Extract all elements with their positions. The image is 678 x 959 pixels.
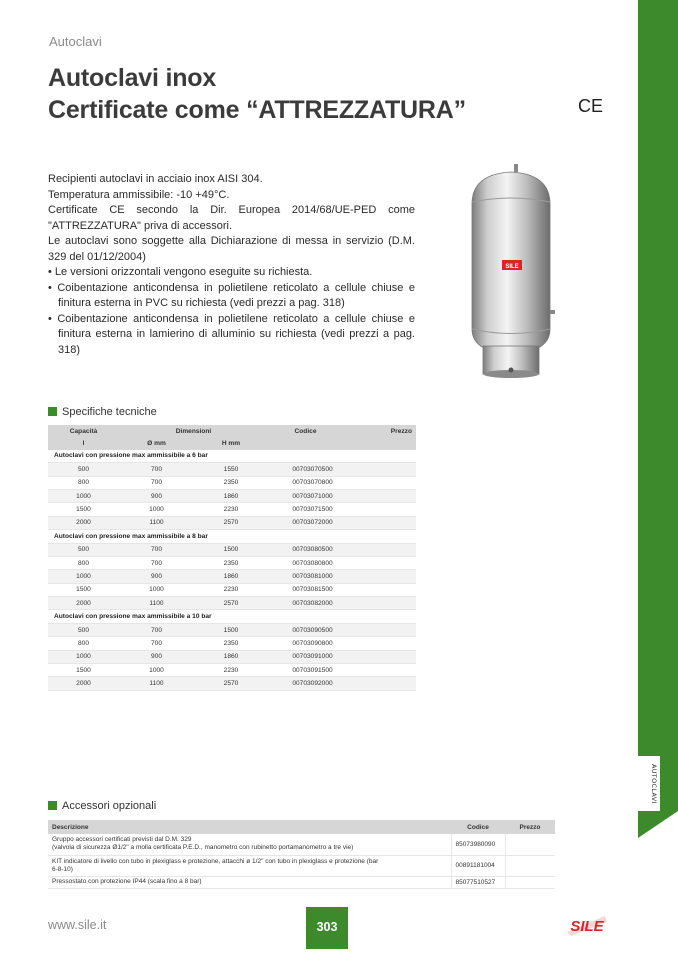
svg-text:SILE: SILE (570, 918, 604, 935)
table-row: 500 700 1500 00703090500 (48, 623, 416, 636)
col-diameter: Ø mm (119, 437, 194, 449)
tank-product-image (466, 164, 556, 386)
green-square-icon (48, 801, 57, 810)
table-row: 500 700 1550 00703070500 (48, 463, 416, 476)
desc-paragraph: Temperatura ammissibile: -10 +49°C. (48, 188, 230, 201)
group-label: Autoclavi con pressione max ammissibile a 10 bar (48, 610, 416, 623)
ce-mark: CE (578, 96, 604, 116)
green-square-icon (48, 407, 57, 416)
product-description (48, 172, 415, 358)
section-label: Autoclavi (49, 34, 102, 49)
desc-bullet-list (48, 265, 415, 358)
col-height: H mm (194, 437, 268, 449)
specs-heading: Specifiche tecniche (48, 406, 157, 418)
desc-paragraph: Certificate CE secondo la Dir. Europea 2014/68/UE-PED come "ATTREZZATURA" priva di accessori. (48, 204, 415, 232)
col-code: Codice (268, 425, 343, 437)
table-row: 800 700 2350 00703070800 (48, 476, 416, 489)
accessories-table (48, 820, 555, 889)
website-link[interactable]: www.sile.it (48, 918, 107, 932)
accessories-heading: Accessori opzionali (48, 800, 156, 812)
sile-logo (565, 912, 609, 938)
desc-paragraph: Recipienti autoclavi in acciaio inox AISI 304. (48, 173, 263, 185)
table-row: 2000 1100 2570 00703082000 (48, 597, 416, 610)
table-row: 1500 1000 2230 00703081500 (48, 583, 416, 596)
table-row: 800 700 2350 00703090800 (48, 637, 416, 650)
col-capacity-unit: l (48, 437, 119, 449)
table-row: 1500 1000 2230 00703091500 (48, 664, 416, 677)
table-row: 1000 900 1860 00703081000 (48, 570, 416, 583)
table-row: KIT indicatore di livello con tubo in plexiglass e protezione, attacchi ø 1/2" con tubo in plexiglass e protezione (bar 6-8-10) 00891181004 (48, 855, 555, 876)
table-row: Pressostato con protezione IP44 (scala fino a 8 bar) 85077510527 (48, 876, 555, 888)
page-number: 303 (306, 907, 348, 949)
tank-brand-label: SILE (505, 264, 519, 270)
page-title (48, 62, 466, 126)
side-section-tab (638, 755, 660, 812)
desc-bullet: • Coibentazione anticondensa in polietilene reticolato a cellule chiuse e finitura esterna in PVC su richiesta (vedi prezzi a pag. 318) (48, 281, 415, 309)
desc-bullet: • Le versioni orizzontali vengono eseguite su richiesta. (48, 266, 313, 278)
col-price: Prezzo (343, 425, 416, 437)
col-code: Codice (451, 820, 505, 834)
table-row: 1500 1000 2230 00703071500 (48, 503, 416, 516)
col-dimensions: Dimensioni (119, 425, 268, 437)
group-label: Autoclavi con pressione max ammissibile a 8 bar (48, 530, 416, 543)
specs-table (48, 425, 416, 691)
table-row: 1000 900 1860 00703071000 (48, 489, 416, 502)
table-row: 2000 1100 2570 00703072000 (48, 516, 416, 529)
col-capacity: Capacità (48, 425, 119, 437)
table-row: 500 700 1500 00703080500 (48, 543, 416, 556)
col-price: Prezzo (505, 820, 555, 834)
desc-bullet: • Coibentazione anticondensa in polietilene reticolato a cellule chiuse e finitura esterna in lamierino di alluminio su richiesta (vedi prezzi a pag. 318) (48, 312, 415, 356)
table-row: 2000 1100 2570 00703092000 (48, 677, 416, 690)
title-line-1: Autoclavi inox (48, 64, 217, 92)
table-row: Gruppo accessori certificati previsti dal D.M. 329 (valvola di sicurezza Ø1/2" a molla certificata P.E.D., manometro con rubinetto portamanometro a tre vie) 85073980090 (48, 834, 555, 855)
strip-corner-cut (638, 811, 678, 838)
desc-paragraph: Le autoclavi sono soggette alla Dichiarazione di messa in servizio (D.M. 329 del 01/12/2004) (48, 235, 415, 263)
col-description: Descrizione (48, 820, 451, 834)
table-row: 1000 900 1860 00703091000 (48, 650, 416, 663)
side-tab-label: AUTOCLAVI (650, 764, 658, 804)
side-color-strip (638, 0, 678, 838)
table-row: 800 700 2350 00703080800 (48, 556, 416, 569)
title-line-2: Certificate come “ATTREZZATURA” (48, 96, 466, 124)
group-label: Autoclavi con pressione max ammissibile a 6 bar (48, 450, 416, 463)
